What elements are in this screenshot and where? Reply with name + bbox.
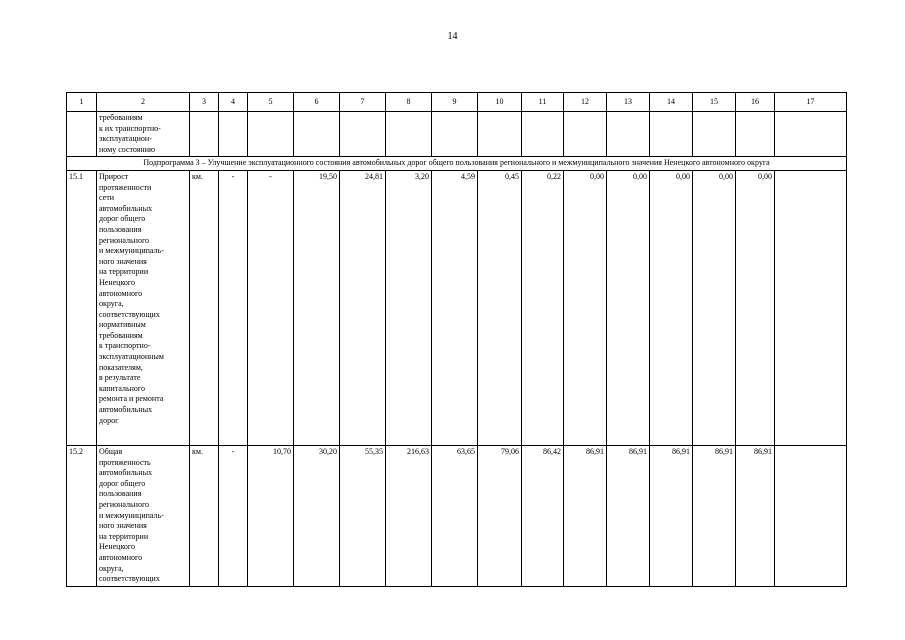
header-cell: 2 <box>97 93 190 112</box>
empty-cell <box>67 112 97 157</box>
empty-cell <box>693 112 736 157</box>
value-cell: 0,00 <box>607 170 650 445</box>
value-cell: 86,42 <box>522 445 564 586</box>
header-cell: 14 <box>650 93 693 112</box>
header-cell: 6 <box>294 93 340 112</box>
value-cell: 24,81 <box>340 170 386 445</box>
header-cell: 12 <box>564 93 607 112</box>
value-cell: 0,00 <box>564 170 607 445</box>
empty-cell <box>607 112 650 157</box>
row-id: 15.1 <box>67 170 97 445</box>
empty-cell <box>432 112 478 157</box>
empty-cell <box>522 112 564 157</box>
value-cell: 79,06 <box>478 445 522 586</box>
value-cell: 86,91 <box>607 445 650 586</box>
empty-cell <box>650 112 693 157</box>
header-row <box>67 93 847 112</box>
empty-cell <box>775 112 847 157</box>
row-unit: км. <box>190 170 219 445</box>
empty-cell <box>190 112 219 157</box>
empty-cell <box>478 112 522 157</box>
row-name: Прирост протяженности сети автомобильных дорог общего пользования регионального и межмуниципаль- ного значения на территории Ненецкого автономного округа, соответствующих нормативным требованиям к транспортно- эксплуатационным показателям, в результате капитального ремонта и ремонта автомобильных дорог <box>97 170 190 445</box>
value-cell <box>775 170 847 445</box>
header-cell: 15 <box>693 93 736 112</box>
value-cell: - <box>248 170 294 445</box>
header-cell: 11 <box>522 93 564 112</box>
value-cell: 0,22 <box>522 170 564 445</box>
value-cell: 0,45 <box>478 170 522 445</box>
value-cell: 10,70 <box>248 445 294 586</box>
header-cell: 9 <box>432 93 478 112</box>
table-row <box>67 445 847 586</box>
value-cell: 4,59 <box>432 170 478 445</box>
continuation-text: требованиям к их транспортно- эксплуатацион- ному состоянию <box>97 112 190 157</box>
header-cell: 16 <box>736 93 775 112</box>
value-cell: 19,50 <box>294 170 340 445</box>
page-number: 14 <box>447 31 458 42</box>
indicator-table <box>66 92 847 587</box>
value-cell: 0,00 <box>650 170 693 445</box>
value-cell: 0,00 <box>736 170 775 445</box>
value-cell: 86,91 <box>564 445 607 586</box>
value-cell: 216,63 <box>386 445 432 586</box>
row-id: 15.2 <box>67 445 97 586</box>
empty-cell <box>340 112 386 157</box>
value-cell: 55,35 <box>340 445 386 586</box>
value-cell: 0,00 <box>693 170 736 445</box>
empty-cell <box>564 112 607 157</box>
value-cell: - <box>219 445 248 586</box>
value-cell: 86,91 <box>650 445 693 586</box>
value-cell: 3,20 <box>386 170 432 445</box>
value-cell: 30,20 <box>294 445 340 586</box>
value-cell: 86,91 <box>736 445 775 586</box>
row-name: Общая протяженность автомобильных дорог общего пользования регионального и межмуниципаль- ного значения на территории Ненецкого автономного округа, соответствующих <box>97 445 190 586</box>
header-cell: 1 <box>67 93 97 112</box>
value-cell: - <box>219 170 248 445</box>
value-cell: 63,65 <box>432 445 478 586</box>
header-cell: 4 <box>219 93 248 112</box>
empty-cell <box>294 112 340 157</box>
header-cell: 8 <box>386 93 432 112</box>
row-unit: км. <box>190 445 219 586</box>
header-cell: 5 <box>248 93 294 112</box>
value-cell <box>775 445 847 586</box>
header-cell: 7 <box>340 93 386 112</box>
empty-cell <box>736 112 775 157</box>
header-cell: 17 <box>775 93 847 112</box>
empty-cell <box>386 112 432 157</box>
continuation-row <box>67 112 847 157</box>
subprogram-row <box>67 157 847 171</box>
value-cell: 86,91 <box>693 445 736 586</box>
subprogram-title: Подпрограмма 3 – Улучшение эксплуатационного состояния автомобильных дорог общего пользования регионального и межмуниципального значения Ненецкого автономного округа <box>67 157 847 171</box>
empty-cell <box>248 112 294 157</box>
empty-cell <box>219 112 248 157</box>
table-row <box>67 170 847 445</box>
header-cell: 3 <box>190 93 219 112</box>
header-cell: 13 <box>607 93 650 112</box>
header-cell: 10 <box>478 93 522 112</box>
